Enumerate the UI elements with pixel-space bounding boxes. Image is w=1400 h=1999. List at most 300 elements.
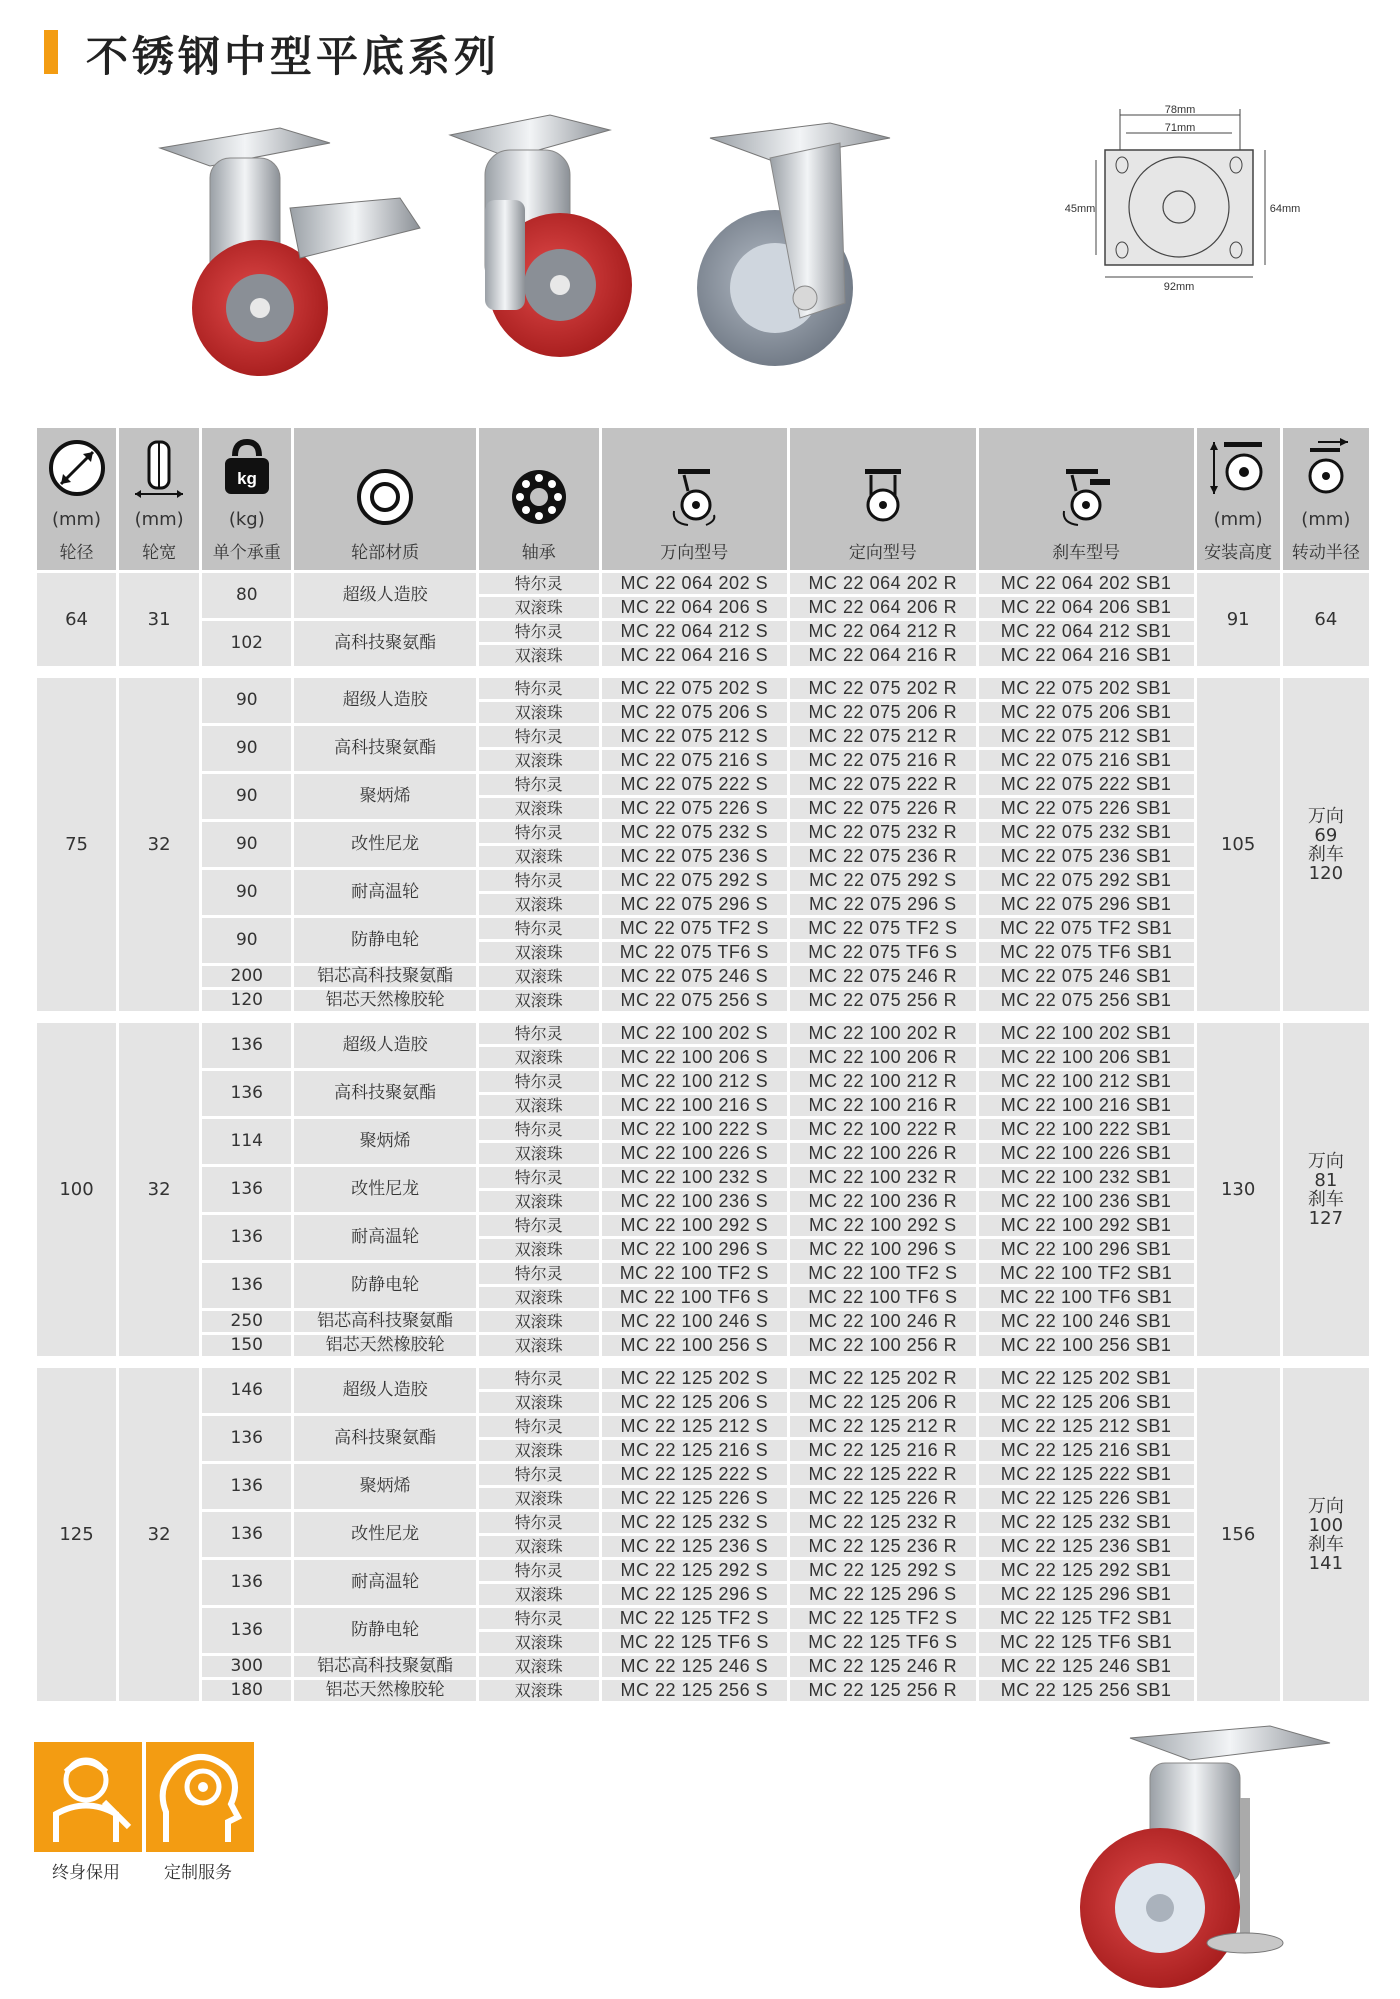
swivel-model-cell: MC 22 125 212 S [602, 1416, 788, 1437]
brake-model-cell: MC 22 100 206 SB1 [979, 1047, 1194, 1068]
swivel-radius-cell [1283, 1368, 1369, 1701]
fixed-model-cell: MC 22 075 TF6 S [790, 942, 976, 963]
mounting-height-cell: 156 [1197, 1368, 1280, 1701]
table-row [37, 1167, 1369, 1188]
material-cell: 耐高温轮 [294, 870, 476, 915]
bearing-cell: 特尔灵 [479, 1215, 599, 1236]
bearing-cell: 特尔灵 [479, 573, 599, 594]
fixed-model-cell: MC 22 125 256 R [790, 1680, 976, 1701]
brake-model-cell: MC 22 075 222 SB1 [979, 774, 1194, 795]
header-unit: (mm) [1213, 509, 1263, 530]
bearing-cell: 双滚珠 [479, 1311, 599, 1332]
swivel-model-cell: MC 22 064 216 S [602, 645, 788, 666]
material-cell: 改性尼龙 [294, 1512, 476, 1557]
material-cell: 铝芯高科技聚氨酯 [294, 1311, 476, 1332]
swivel-radius-line: 81 [1314, 1169, 1338, 1191]
bearing-cell: 特尔灵 [479, 774, 599, 795]
bearing-cell: 双滚珠 [479, 990, 599, 1011]
material-cell: 铝芯天然橡胶轮 [294, 1680, 476, 1701]
fixed-caster-icon [792, 467, 974, 532]
wheel-diameter-cell: 100 [37, 1023, 116, 1356]
group-gap-cell [37, 1359, 1369, 1365]
brake-model-cell: MC 22 100 222 SB1 [979, 1119, 1194, 1140]
table-row [37, 726, 1369, 747]
table-row [37, 1335, 1369, 1356]
fixed-model-cell: MC 22 100 256 R [790, 1335, 976, 1356]
load-cell: 90 [202, 774, 291, 819]
brake-model-cell: MC 22 064 202 SB1 [979, 573, 1194, 594]
load-cell: 250 [202, 1311, 291, 1332]
brake-model-cell: MC 22 100 236 SB1 [979, 1191, 1194, 1212]
load-cell: 136 [202, 1263, 291, 1308]
dim-width-inner: 71mm [1164, 122, 1196, 134]
table-row [37, 1071, 1369, 1092]
fixed-model-cell: MC 22 100 212 R [790, 1071, 976, 1092]
swivel-model-cell: MC 22 100 212 S [602, 1071, 788, 1092]
brake-model-cell: MC 22 075 296 SB1 [979, 894, 1194, 915]
swivel-radius-line: 万向 [1307, 1495, 1344, 1517]
fixed-model-cell: MC 22 075 TF2 S [790, 918, 976, 939]
brake-model-cell: MC 22 075 236 SB1 [979, 846, 1194, 867]
header-unit: (mm) [134, 509, 184, 530]
wheel-material-icon [296, 467, 474, 532]
header-mounting-height [1197, 428, 1280, 570]
group-gap [37, 1014, 1369, 1020]
header-brake-caster [979, 428, 1194, 570]
material-cell: 聚炳烯 [294, 1119, 476, 1164]
header-unit: (kg) [228, 509, 265, 530]
swivel-model-cell: MC 22 125 TF2 S [602, 1608, 788, 1629]
brake-model-cell: MC 22 100 292 SB1 [979, 1215, 1194, 1236]
brake-model-cell: MC 22 125 236 SB1 [979, 1536, 1194, 1557]
table-row [37, 573, 1369, 594]
bearing-cell: 特尔灵 [479, 1416, 599, 1437]
table-row [37, 918, 1369, 939]
load-cell: 90 [202, 678, 291, 723]
brake-model-cell: MC 22 125 292 SB1 [979, 1560, 1194, 1581]
swivel-model-cell: MC 22 075 202 S [602, 678, 788, 699]
swivel-radius-line: 刹车 [1307, 1188, 1344, 1210]
swivel-model-cell: MC 22 125 226 S [602, 1488, 788, 1509]
brake-model-cell: MC 22 075 216 SB1 [979, 750, 1194, 771]
fixed-model-cell: MC 22 100 216 R [790, 1095, 976, 1116]
swivel-radius-line: 100 [1308, 1514, 1344, 1536]
load-cell: 300 [202, 1656, 291, 1677]
swivel-radius-line: 141 [1308, 1552, 1344, 1574]
table-row [37, 1023, 1369, 1044]
load-cell: 180 [202, 1680, 291, 1701]
header-unit: (mm) [51, 509, 102, 530]
brake-model-cell: MC 22 075 246 SB1 [979, 966, 1194, 987]
material-cell: 聚炳烯 [294, 1464, 476, 1509]
swivel-radius-line: 64 [1314, 609, 1338, 630]
brake-model-cell: MC 22 100 202 SB1 [979, 1023, 1194, 1044]
dim-width-outer: 78mm [1164, 105, 1196, 116]
fixed-model-cell: MC 22 125 236 R [790, 1536, 976, 1557]
material-cell: 耐高温轮 [294, 1215, 476, 1260]
header-label: 刹车型号 [1052, 543, 1121, 563]
load-cell: 136 [202, 1464, 291, 1509]
swivel-model-cell: MC 22 064 212 S [602, 621, 788, 642]
swivel-model-cell: MC 22 125 246 S [602, 1656, 788, 1677]
material-cell: 防静电轮 [294, 918, 476, 963]
wheel-diameter-cell: 75 [37, 678, 116, 1011]
fixed-model-cell: MC 22 075 236 R [790, 846, 976, 867]
swivel-radius-cell [1283, 1023, 1369, 1356]
table-row [37, 621, 1369, 642]
bearing-cell: 双滚珠 [479, 1440, 599, 1461]
material-cell: 高科技聚氨酯 [294, 1416, 476, 1461]
fixed-model-cell: MC 22 075 222 R [790, 774, 976, 795]
load-cell: 146 [202, 1368, 291, 1413]
bearing-icon [481, 467, 597, 532]
brake-model-cell: MC 22 100 212 SB1 [979, 1071, 1194, 1092]
brake-model-cell: MC 22 075 292 SB1 [979, 870, 1194, 891]
mounting-height-icon [1199, 438, 1278, 503]
fixed-model-cell: MC 22 075 212 R [790, 726, 976, 747]
brake-model-cell: MC 22 075 256 SB1 [979, 990, 1194, 1011]
bearing-cell: 双滚珠 [479, 1392, 599, 1413]
swivel-model-cell: MC 22 075 226 S [602, 798, 788, 819]
bearing-cell: 特尔灵 [479, 1263, 599, 1284]
swivel-radius-line: 127 [1308, 1207, 1344, 1229]
header-fixed-caster [790, 428, 976, 570]
wheel-diameter-icon [39, 438, 114, 503]
header-swivel-radius [1283, 428, 1369, 570]
table-row [37, 1215, 1369, 1236]
swivel-model-cell: MC 22 075 292 S [602, 870, 788, 891]
fixed-model-cell: MC 22 064 206 R [790, 597, 976, 618]
brake-model-cell: MC 22 125 222 SB1 [979, 1464, 1194, 1485]
wheel-width-cell: 32 [119, 678, 199, 1011]
swivel-model-cell: MC 22 075 246 S [602, 966, 788, 987]
fixed-model-cell: MC 22 075 206 R [790, 702, 976, 723]
fixed-model-cell: MC 22 100 296 S [790, 1239, 976, 1260]
table-row [37, 1560, 1369, 1581]
page-title: 不锈钢中型平底系列 [86, 32, 501, 81]
header-bearing [479, 428, 599, 570]
swivel-radius-line: 69 [1314, 824, 1338, 846]
table-row [37, 822, 1369, 843]
fixed-model-cell: MC 22 125 292 S [790, 1560, 976, 1581]
swivel-model-cell: MC 22 125 232 S [602, 1512, 788, 1533]
fixed-model-cell: MC 22 100 206 R [790, 1047, 976, 1068]
swivel-model-cell: MC 22 125 236 S [602, 1536, 788, 1557]
table-row [37, 1119, 1369, 1140]
fixed-model-cell: MC 22 100 202 R [790, 1023, 976, 1044]
bearing-cell: 特尔灵 [479, 726, 599, 747]
table-row [37, 1512, 1369, 1533]
bearing-cell: 双滚珠 [479, 1143, 599, 1164]
fixed-model-cell: MC 22 125 202 R [790, 1368, 976, 1389]
wheel-width-cell: 32 [119, 1368, 199, 1701]
title-accent-bar [44, 30, 58, 74]
wheel-diameter-cell: 64 [37, 573, 116, 666]
swivel-model-cell: MC 22 125 TF6 S [602, 1632, 788, 1653]
brake-model-cell: MC 22 064 216 SB1 [979, 645, 1194, 666]
swivel-model-cell: MC 22 075 206 S [602, 702, 788, 723]
lifetime-warranty-icon [34, 1742, 142, 1852]
brake-model-cell: MC 22 100 232 SB1 [979, 1167, 1194, 1188]
material-cell: 铝芯天然橡胶轮 [294, 1335, 476, 1356]
fixed-model-cell: MC 22 125 296 S [790, 1584, 976, 1605]
swivel-radius-line: 万向 [1307, 1150, 1344, 1172]
swivel-model-cell: MC 22 075 212 S [602, 726, 788, 747]
load-cell: 136 [202, 1215, 291, 1260]
header-label: 轴承 [521, 543, 556, 563]
lifetime-warranty-label: 终身保用 [52, 1863, 120, 1883]
bearing-cell: 双滚珠 [479, 750, 599, 771]
brake-model-cell: MC 22 100 216 SB1 [979, 1095, 1194, 1116]
bearing-cell: 特尔灵 [479, 1608, 599, 1629]
mounting-height-cell: 105 [1197, 678, 1280, 1011]
bearing-cell: 双滚珠 [479, 1287, 599, 1308]
material-cell: 高科技聚氨酯 [294, 621, 476, 666]
custom-service-badge [146, 1742, 254, 1852]
table-row [37, 1311, 1369, 1332]
bearing-cell: 双滚珠 [479, 1584, 599, 1605]
load-cell: 136 [202, 1416, 291, 1461]
brake-model-cell: MC 22 125 212 SB1 [979, 1416, 1194, 1437]
brake-model-cell: MC 22 125 206 SB1 [979, 1392, 1194, 1413]
swivel-model-cell: MC 22 075 256 S [602, 990, 788, 1011]
bearing-cell: 双滚珠 [479, 1095, 599, 1116]
swivel-model-cell: MC 22 100 202 S [602, 1023, 788, 1044]
swivel-model-cell: MC 22 100 206 S [602, 1047, 788, 1068]
brake-model-cell: MC 22 100 296 SB1 [979, 1239, 1194, 1260]
fixed-model-cell: MC 22 100 222 R [790, 1119, 976, 1140]
brake-model-cell: MC 22 125 202 SB1 [979, 1368, 1194, 1389]
swivel-model-cell: MC 22 125 206 S [602, 1392, 788, 1413]
header-label: 轮部材质 [351, 543, 420, 563]
material-cell: 改性尼龙 [294, 1167, 476, 1212]
material-cell: 防静电轮 [294, 1608, 476, 1653]
brake-caster-image [150, 118, 440, 378]
bearing-cell: 双滚珠 [479, 1191, 599, 1212]
bearing-cell: 双滚珠 [479, 1656, 599, 1677]
table-row [37, 1464, 1369, 1485]
group-gap [37, 1359, 1369, 1365]
bearing-cell: 特尔灵 [479, 1464, 599, 1485]
material-cell: 铝芯高科技聚氨酯 [294, 1656, 476, 1677]
fixed-model-cell: MC 22 125 226 R [790, 1488, 976, 1509]
material-cell: 超级人造胶 [294, 678, 476, 723]
table-row [37, 1416, 1369, 1437]
brake-model-cell: MC 22 075 226 SB1 [979, 798, 1194, 819]
material-cell: 聚炳烯 [294, 774, 476, 819]
material-cell: 超级人造胶 [294, 573, 476, 618]
plate-dimension-drawing [1060, 105, 1330, 305]
swivel-model-cell: MC 22 075 216 S [602, 750, 788, 771]
fixed-model-cell: MC 22 125 222 R [790, 1464, 976, 1485]
swivel-model-cell: MC 22 075 TF6 S [602, 942, 788, 963]
bearing-cell: 特尔灵 [479, 870, 599, 891]
table-row [37, 870, 1369, 891]
brake-model-cell: MC 22 100 246 SB1 [979, 1311, 1194, 1332]
brake-model-cell: MC 22 075 206 SB1 [979, 702, 1194, 723]
bearing-cell: 特尔灵 [479, 822, 599, 843]
svg-text:kg: kg [236, 469, 257, 488]
swivel-model-cell: MC 22 100 232 S [602, 1167, 788, 1188]
header-label: 转动半径 [1291, 543, 1360, 563]
fixed-model-cell: MC 22 075 296 S [790, 894, 976, 915]
fixed-model-cell: MC 22 125 232 R [790, 1512, 976, 1533]
bearing-cell: 双滚珠 [479, 597, 599, 618]
swivel-radius-cell [1283, 678, 1369, 1011]
material-cell: 铝芯高科技聚氨酯 [294, 966, 476, 987]
table-row [37, 1680, 1369, 1701]
swivel-model-cell: MC 22 100 TF2 S [602, 1263, 788, 1284]
header-label: 轮径 [59, 543, 94, 563]
mounting-height-cell: 130 [1197, 1023, 1280, 1356]
swivel-model-cell: MC 22 125 256 S [602, 1680, 788, 1701]
load-cell: 136 [202, 1071, 291, 1116]
swivel-caster-image [440, 110, 670, 370]
bearing-cell: 双滚珠 [479, 798, 599, 819]
load-cell: 136 [202, 1512, 291, 1557]
bearing-cell: 特尔灵 [479, 1167, 599, 1188]
brake-model-cell: MC 22 125 216 SB1 [979, 1440, 1194, 1461]
fixed-model-cell: MC 22 125 216 R [790, 1440, 976, 1461]
wheel-diameter-cell: 125 [37, 1368, 116, 1701]
brake-model-cell: MC 22 075 232 SB1 [979, 822, 1194, 843]
dim-height-left: 45mm [1064, 203, 1096, 215]
brake-model-cell: MC 22 100 226 SB1 [979, 1143, 1194, 1164]
load-cell: 102 [202, 621, 291, 666]
brake-model-cell: MC 22 125 226 SB1 [979, 1488, 1194, 1509]
group-gap [37, 669, 1369, 675]
group-gap-cell [37, 1014, 1369, 1020]
brake-model-cell: MC 22 075 TF6 SB1 [979, 942, 1194, 963]
fixed-model-cell: MC 22 075 216 R [790, 750, 976, 771]
dim-bottom: 92mm [1163, 281, 1195, 293]
swivel-model-cell: MC 22 125 216 S [602, 1440, 788, 1461]
brake-model-cell: MC 22 125 232 SB1 [979, 1512, 1194, 1533]
fixed-caster-image [680, 118, 910, 378]
brake-caster-icon [981, 467, 1192, 532]
fixed-model-cell: MC 22 075 202 R [790, 678, 976, 699]
bearing-cell: 双滚珠 [479, 1632, 599, 1653]
wheel-width-cell: 32 [119, 1023, 199, 1356]
load-cell: 90 [202, 822, 291, 867]
swivel-radius-cell [1283, 573, 1369, 666]
swivel-model-cell: MC 22 075 222 S [602, 774, 788, 795]
swivel-model-cell: MC 22 100 222 S [602, 1119, 788, 1140]
swivel-radius-line: 刹车 [1307, 1533, 1344, 1555]
swivel-model-cell: MC 22 125 292 S [602, 1560, 788, 1581]
bearing-cell: 特尔灵 [479, 1368, 599, 1389]
material-cell: 高科技聚氨酯 [294, 1071, 476, 1116]
brake-model-cell: MC 22 064 206 SB1 [979, 597, 1194, 618]
swivel-model-cell: MC 22 100 216 S [602, 1095, 788, 1116]
bearing-cell: 双滚珠 [479, 1680, 599, 1701]
bearing-cell: 特尔灵 [479, 1071, 599, 1092]
header-weight-kg [202, 428, 291, 570]
swivel-model-cell: MC 22 100 256 S [602, 1335, 788, 1356]
table-row [37, 774, 1369, 795]
material-cell: 改性尼龙 [294, 822, 476, 867]
bearing-cell: 双滚珠 [479, 1536, 599, 1557]
bearing-cell: 双滚珠 [479, 894, 599, 915]
swivel-radius-line: 刹车 [1307, 843, 1344, 865]
header-wheel-material [294, 428, 476, 570]
fixed-model-cell: MC 22 125 246 R [790, 1656, 976, 1677]
load-cell: 90 [202, 726, 291, 771]
load-cell: 90 [202, 870, 291, 915]
fixed-model-cell: MC 22 064 212 R [790, 621, 976, 642]
load-cell: 120 [202, 990, 291, 1011]
load-cell: 150 [202, 1335, 291, 1356]
custom-service-label: 定制服务 [164, 1863, 232, 1883]
material-cell: 耐高温轮 [294, 1560, 476, 1605]
dim-height-right: 64mm [1269, 203, 1301, 215]
bearing-cell: 特尔灵 [479, 1512, 599, 1533]
brake-model-cell: MC 22 100 256 SB1 [979, 1335, 1194, 1356]
header-label: 万向型号 [660, 543, 729, 563]
fixed-model-cell: MC 22 075 292 S [790, 870, 976, 891]
fixed-model-cell: MC 22 100 236 R [790, 1191, 976, 1212]
fixed-model-cell: MC 22 125 212 R [790, 1416, 976, 1437]
header-label: 单个承重 [212, 543, 281, 563]
bearing-cell: 特尔灵 [479, 621, 599, 642]
swivel-model-cell: MC 22 100 292 S [602, 1215, 788, 1236]
fixed-model-cell: MC 22 125 206 R [790, 1392, 976, 1413]
brake-model-cell: MC 22 125 TF2 SB1 [979, 1608, 1194, 1629]
fixed-model-cell: MC 22 075 232 R [790, 822, 976, 843]
load-cell: 80 [202, 573, 291, 618]
bearing-cell: 双滚珠 [479, 1335, 599, 1356]
brake-model-cell: MC 22 125 TF6 SB1 [979, 1632, 1194, 1653]
group-gap-cell [37, 669, 1369, 675]
material-cell: 铝芯天然橡胶轮 [294, 990, 476, 1011]
swivel-model-cell: MC 22 125 222 S [602, 1464, 788, 1485]
swivel-model-cell: MC 22 100 236 S [602, 1191, 788, 1212]
swivel-model-cell: MC 22 100 226 S [602, 1143, 788, 1164]
header-label: 安装高度 [1204, 543, 1273, 563]
swivel-model-cell: MC 22 075 TF2 S [602, 918, 788, 939]
leveling-caster-image [1040, 1718, 1340, 1993]
table-row [37, 1263, 1369, 1284]
bearing-cell: 双滚珠 [479, 645, 599, 666]
bearing-cell: 双滚珠 [479, 1047, 599, 1068]
swivel-model-cell: MC 22 075 236 S [602, 846, 788, 867]
bearing-cell: 特尔灵 [479, 1023, 599, 1044]
table-row [37, 1368, 1369, 1389]
table-row [37, 1608, 1369, 1629]
swivel-model-cell: MC 22 064 202 S [602, 573, 788, 594]
swivel-model-cell: MC 22 125 202 S [602, 1368, 788, 1389]
brake-model-cell: MC 22 075 212 SB1 [979, 726, 1194, 747]
swivel-model-cell: MC 22 100 296 S [602, 1239, 788, 1260]
bearing-cell: 双滚珠 [479, 966, 599, 987]
fixed-model-cell: MC 22 100 226 R [790, 1143, 976, 1164]
bearing-cell: 特尔灵 [479, 678, 599, 699]
swivel-model-cell: MC 22 075 296 S [602, 894, 788, 915]
brake-model-cell: MC 22 100 TF2 SB1 [979, 1263, 1194, 1284]
brake-model-cell: MC 22 100 TF6 SB1 [979, 1287, 1194, 1308]
fixed-model-cell: MC 22 125 TF2 S [790, 1608, 976, 1629]
material-cell: 高科技聚氨酯 [294, 726, 476, 771]
swivel-radius-line: 120 [1308, 862, 1344, 884]
fixed-model-cell: MC 22 100 TF2 S [790, 1263, 976, 1284]
bearing-cell: 双滚珠 [479, 942, 599, 963]
swivel-model-cell: MC 22 125 296 S [602, 1584, 788, 1605]
load-cell: 90 [202, 918, 291, 963]
header-wheel-diameter [37, 428, 116, 570]
fixed-model-cell: MC 22 064 202 R [790, 573, 976, 594]
load-cell: 136 [202, 1560, 291, 1605]
material-cell: 超级人造胶 [294, 1023, 476, 1068]
